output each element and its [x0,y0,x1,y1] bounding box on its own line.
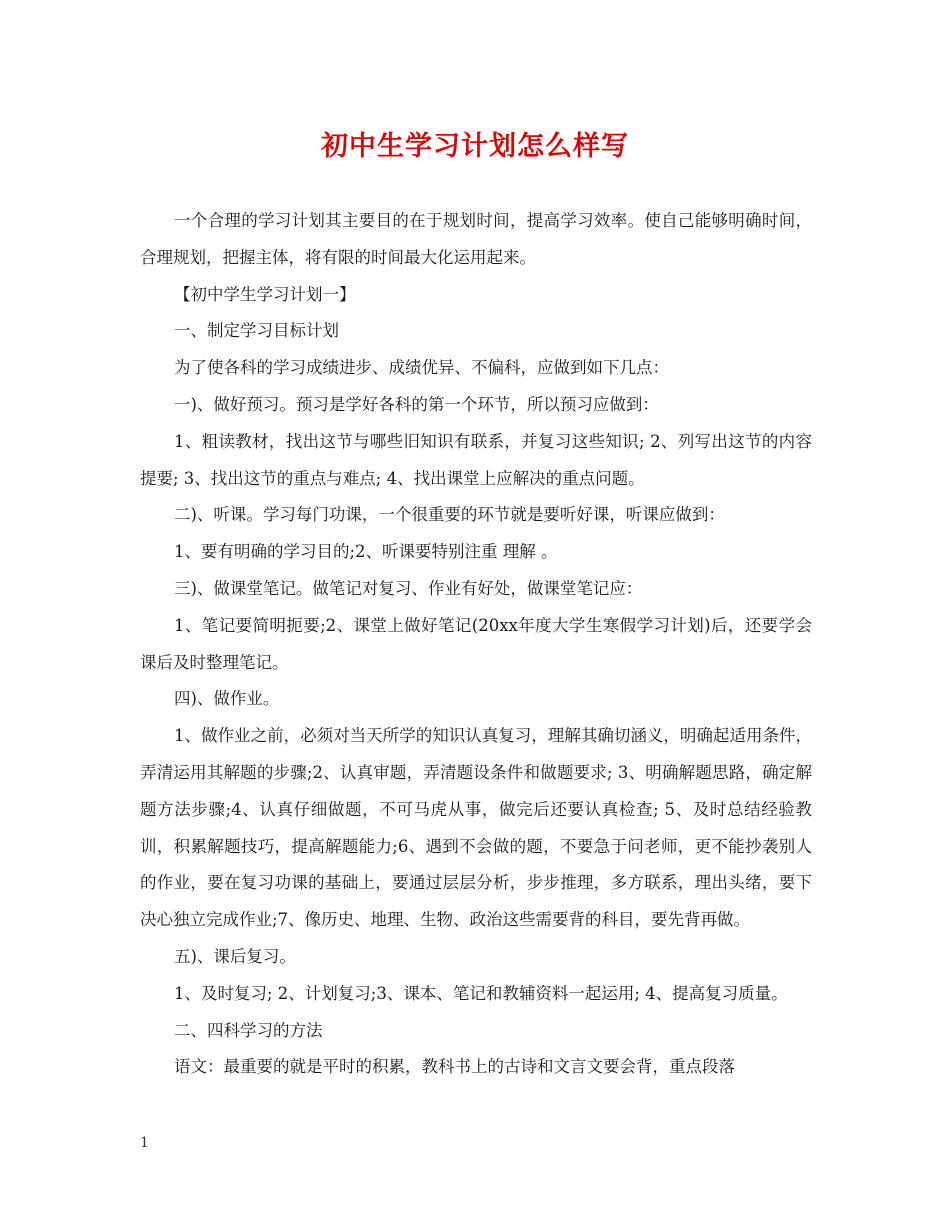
heading-notes: 三)、做课堂笔记。做笔记对复习、作业有好处，做课堂笔记应： [174,578,643,598]
paragraph: 为了使各科的学习成绩进步、成绩优异、不偏科，应做到如下几点： [174,358,669,378]
document-body [140,203,812,1086]
paragraph: 1、笔记要简明扼要;2、课堂上做好笔记(20xx年度大学生寒假学习计划)后，还要学会课后及时整理笔记。 [140,615,812,672]
section-heading-plan-one: 【初中学生学习计划一】 [174,284,356,304]
paragraph: 语文：最重要的就是平时的积累，教科书上的古诗和文言文要会背，重点段落 [174,1057,735,1077]
paragraph: 1、做作业之前，必须对当天所学的知识认真复习，理解其确切涵义，明确起适用条件，弄清运用其解题的步骤;2、认真审题，弄清题设条件和做题要求; 3、明确解题思路，确定解题方法步骤;4、认真仔细做题，不可马虎从事，做完后还要认真检查; 5、及时总结经验教训，积累解题技巧，提高解题能力;6、遇到不会做的题，不要急于问老师，更不能抄袭别人的作业，要在复习功课的基础上，要通过层层分析，步步推理，多方联系，理出头绪，要下决心独立完成作业;7、像历史、地理、生物、政治这些需要背的科目，要先背再做。 [140,726,812,930]
paragraph: 1、粗读教材，找出这节与哪些旧知识有联系，并复习这些知识; 2、列写出这节的内容提要; 3、找出这节的重点与难点; 4、找出课堂上应解决的重点问题。 [140,431,812,488]
heading-methods: 二、四科学习的方法 [174,1020,323,1040]
paragraph: 1、及时复习; 2、计划复习;3、课本、笔记和教辅资料一起运用; 4、提高复习质量。 [174,983,788,1003]
heading-goal-plan: 一、制定学习目标计划 [174,321,339,341]
heading-review: 五)、课后复习。 [174,946,296,966]
paragraph: 1、要有明确的学习目的;2、听课要特别注重 理解 。 [174,542,558,562]
page-number: 1 [140,1135,149,1151]
intro-paragraph: 一个合理的学习计划其主要目的在于规划时间，提高学习效率。使自己能够明确时间，合理规划，把握主体，将有限的时间最大化运用起来。 [140,211,812,267]
document-title: 初中生学习计划怎么样写 [321,131,629,162]
heading-preview: 一)、做好预习。预习是学好各科的第一个环节，所以预习应做到： [174,394,659,414]
heading-listen: 二)、听课。学习每门功课，一个很重要的环节就是要听好课，听课应做到： [174,505,725,525]
heading-homework: 四)、做作业。 [174,689,280,709]
